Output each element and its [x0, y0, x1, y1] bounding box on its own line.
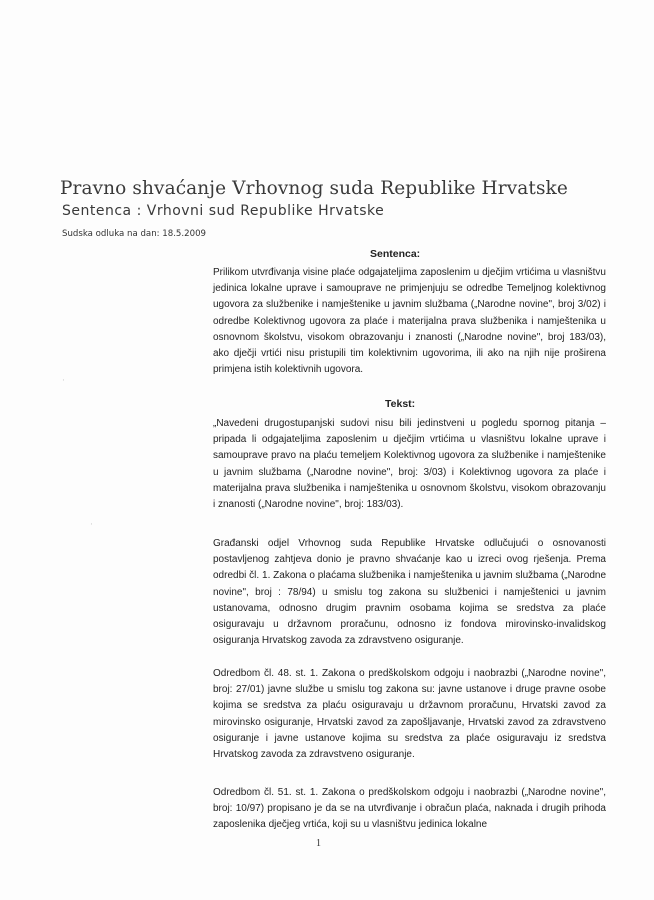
tekst-heading: Tekst:: [385, 398, 416, 410]
text-paragraph: „Navedeni drugostupanjski sudovi nisu bili jedinstveni u pogledu spornog pitanja – pripada li odgajateljima zaposlenim u dječjim vrtićima u vlasništvu lokalne uprave i samouprave pravo na plaću temeljem Kolektivnog ugovora za službenike i namještenike u javnim službama („Narodne novine", broj: 3/03) i Kolektivnog ugovora za plaće i materijalna prava službenika i namještenika u osnovnom školstvu, visokom obrazovanju i znanosti („Narodne novine", broj: 183/03).: [213, 418, 606, 511]
sentenca-paragraph: Prilikom utvrđivanja visine plaće odgajateljima zaposlenim u dječjim vrtićima u vlasništvu jedinica lokalne uprave i samouprave ne primjenjuju se odredbe Temeljnog kolektivnog ugovora za službenike i namještenike u javnim službama („Narodne novine", broj 3/02) i odredbe Kolektivnog ugovora za plaće i materijalna prava službenika i namještenika u osnovnom školstvu, visokom obrazovanju i znanosti („Narodne novine", broj 183/03), ako dječji vrtići nisu pristupili tim kolektivnim ugovorima, ili ako na njih nije proširena primjena istih kolektivnih ugovora.: [213, 267, 606, 376]
text-paragraph: Građanski odjel Vrhovnog suda Republike Hrvatske odlučujući o osnovanosti postavljenog zahtjeva donio je pravno shvaćanje kao u izreci ovog rješenja. Prema odredbi čl. 1. Zakona o plaćama službenika i namještenika u javnim službama („Narodne novine", broj : 78/94) u smislu tog zakona su službenici i namještenici u javnim ustanovama, odnosno drugim pravnim osobama kojima se sredstva za plaće osiguravaju u državnom proračunu, odnosno iz fondova mirovinsko-invalidskog osiguranja Hrvatskog zavoda za zdravstveno osiguranje.: [213, 538, 606, 647]
scan-speck: ·: [90, 520, 93, 530]
text-paragraph: Odredbom čl. 51. st. 1. Zakona o predškolskom odgoju i naobrazbi („Narodne novine", broj: 10/97) propisano je da se na utvrđivanje i obračun plaća, naknada i drugih prihoda zaposlenika dječjeg vrtića, koji su u vlasništvu jedinica lokalne: [213, 787, 606, 831]
sentenca-heading: Sentenca:: [370, 248, 421, 260]
text-paragraph: Odredbom čl. 48. st. 1. Zakona o predškolskom odgoju i naobrazbi („Narodne novine", broj: 27/01) javne službe u smislu tog zakona su: javne ustanove i druge pravne osobe kojima se sredstva za plaću osiguravaju u državnom proračunu, Hrvatski zavod za mirovinsko osiguranje, Hrvatski zavod za zapošljavanje, Hrvatski zavod za zdravstveno osiguranje i javne ustanove kojima su sredstva za plaće osiguravaju iz sredstva Hrvatskog zavoda za zdravstveno osiguranje.: [213, 668, 606, 761]
page-number: 1: [316, 838, 321, 849]
decision-date: Sudska odluka na dan: 18.5.2009: [62, 229, 207, 239]
document-title: Pravno shvaćanje Vrhovnog suda Republike Hrvatske: [60, 178, 568, 199]
document-subtitle: Sentenca : Vrhovni sud Republike Hrvatske: [62, 203, 385, 219]
scan-speck: ·: [62, 376, 65, 386]
